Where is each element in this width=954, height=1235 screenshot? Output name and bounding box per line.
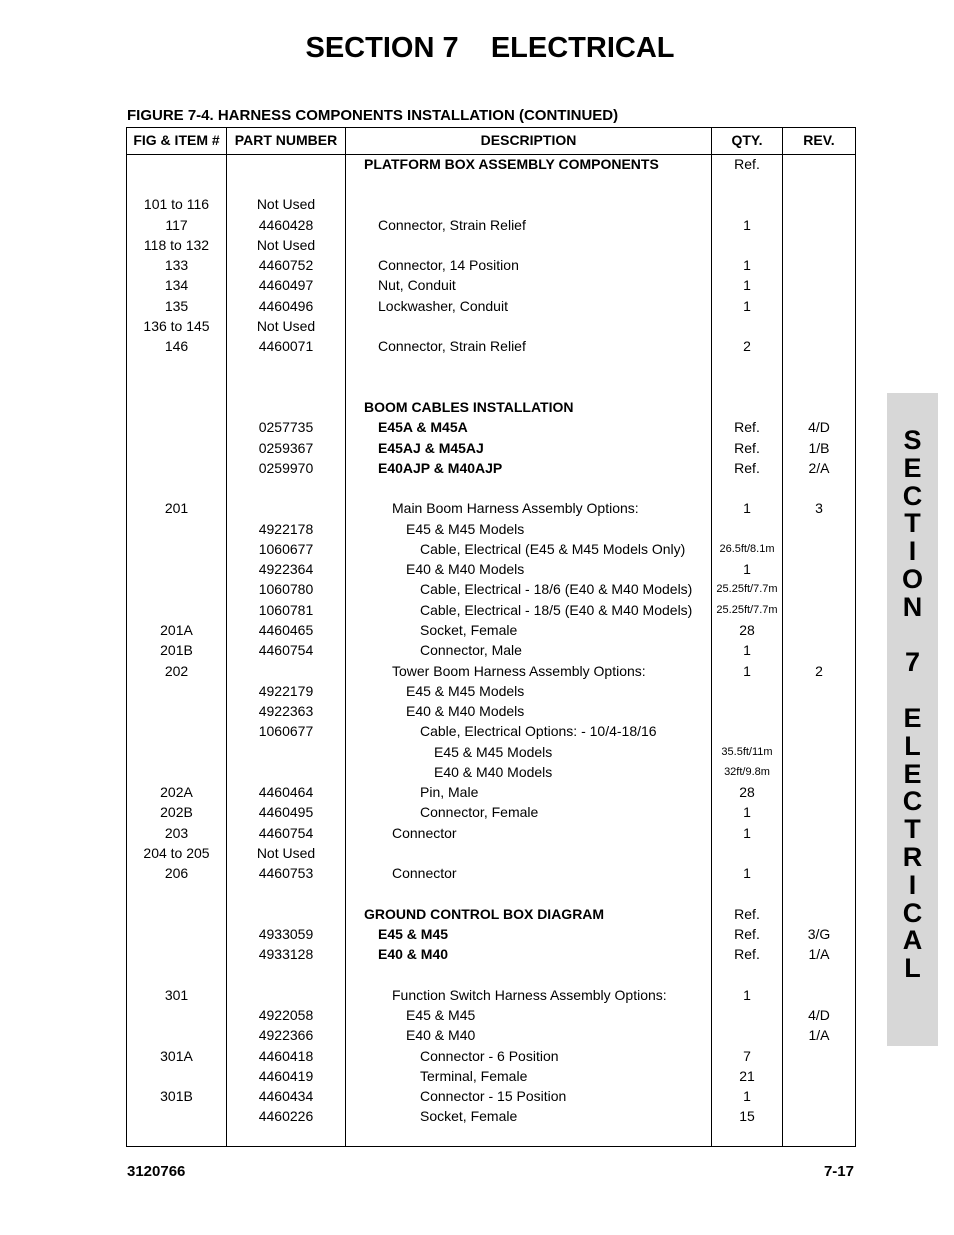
fig-item-cell: 203	[164, 825, 189, 841]
figure-caption: FIGURE 7-4. HARNESS COMPONENTS INSTALLATION (CONTINUED)	[127, 107, 619, 124]
description-cell: Connector - 6 Position	[420, 1048, 559, 1064]
description-cell: Connector, Strain Relief	[378, 217, 526, 233]
qty-cell: 35.5ft/11m	[721, 746, 773, 758]
description-cell: GROUND CONTROL BOX DIAGRAM	[364, 906, 605, 922]
part-number-cell: Not Used	[256, 196, 316, 212]
page-number: 7-17	[823, 1163, 854, 1180]
side-tab-letter: 7	[904, 647, 921, 678]
side-tab-letter: T	[904, 814, 921, 845]
part-number-cell: 4460465	[258, 622, 314, 638]
part-number-cell: 4460753	[258, 865, 314, 881]
description-cell: E45A & M45A	[378, 419, 468, 435]
header-divider	[127, 154, 855, 155]
table-row	[127, 663, 855, 683]
fig-item-cell: 206	[164, 865, 189, 881]
table-row	[127, 521, 855, 541]
side-tab-letter: L	[904, 953, 921, 984]
qty-cell: 28	[739, 784, 755, 800]
qty-cell: 2	[743, 338, 751, 354]
description-cell: Pin, Male	[420, 784, 479, 800]
description-cell: Nut, Conduit	[378, 277, 456, 293]
qty-cell: Ref.	[734, 946, 760, 962]
qty-cell: 26.5ft/8.1m	[719, 543, 775, 555]
description-cell: Cable, Electrical - 18/5 (E40 & M40 Models)	[420, 602, 693, 618]
fig-item-cell: 136 to 145	[143, 318, 210, 334]
description-cell: Connector	[392, 865, 457, 881]
side-tab-letter: N	[902, 591, 923, 622]
table-row	[127, 906, 855, 926]
table-row	[127, 744, 855, 764]
table-row	[127, 541, 855, 561]
table-row	[127, 703, 855, 723]
part-number-cell: 0259367	[258, 440, 314, 456]
fig-item-cell: 301	[164, 987, 189, 1003]
part-number-cell: Not Used	[256, 237, 316, 253]
side-tab-letters	[887, 427, 938, 983]
table-row	[127, 1088, 855, 1108]
description-cell: E40 & M40	[406, 1027, 476, 1043]
part-number-cell: 4922058	[258, 1007, 314, 1023]
fig-item-cell: 202B	[160, 804, 193, 820]
description-cell: E45 & M45 Models	[406, 683, 525, 699]
part-number-cell: Not Used	[256, 845, 316, 861]
rev-cell: 3	[815, 500, 823, 516]
part-number-cell: 4933059	[258, 926, 314, 942]
side-tab-letter: R	[902, 841, 923, 872]
description-cell: PLATFORM BOX ASSEMBLY COMPONENTS	[364, 156, 659, 172]
qty-cell: 1	[743, 1088, 751, 1104]
table-row	[127, 196, 855, 216]
description-cell: E40 & M40	[378, 946, 449, 962]
part-number-cell: 4922366	[258, 1027, 314, 1043]
qty-cell: 1	[743, 865, 751, 881]
table-row	[127, 318, 855, 338]
table-row	[127, 561, 855, 581]
side-tab-letter: T	[904, 508, 921, 539]
fig-item-cell: 135	[164, 298, 189, 314]
qty-cell: 15	[739, 1108, 755, 1124]
qty-cell: 1	[743, 277, 751, 293]
side-tab-letter: C	[902, 786, 923, 817]
qty-cell: 1	[743, 642, 751, 658]
qty-cell: 1	[743, 217, 751, 233]
qty-cell: Ref.	[734, 460, 760, 476]
fig-item-cell: 201B	[160, 642, 193, 658]
qty-cell: 1	[743, 298, 751, 314]
side-tab-letter: L	[904, 730, 921, 761]
table-row	[127, 1068, 855, 1088]
rev-cell: 2/A	[808, 460, 830, 476]
side-tab-letter: C	[902, 897, 923, 928]
part-number-cell: 4460434	[258, 1088, 314, 1104]
description-cell: Main Boom Harness Assembly Options:	[392, 500, 639, 516]
description-cell: E45 & M45 Models	[434, 744, 553, 760]
qty-cell: 7	[743, 1048, 751, 1064]
side-tab-letter: E	[903, 452, 922, 483]
section-side-tab	[887, 393, 938, 1046]
part-number-cell: 1060781	[258, 602, 314, 618]
table-row	[127, 460, 855, 480]
side-tab-letter: E	[903, 702, 922, 733]
qty-cell: Ref.	[734, 156, 760, 172]
fig-item-cell: 117	[165, 217, 188, 233]
description-cell: E40 & M40 Models	[406, 561, 525, 577]
part-number-cell: 4460071	[258, 338, 314, 354]
table-row	[127, 237, 855, 257]
rev-cell: 1/B	[808, 440, 830, 456]
qty-cell: 1	[743, 825, 751, 841]
qty-cell: 1	[743, 257, 751, 273]
qty-cell: 1	[743, 663, 751, 679]
table-row	[127, 946, 855, 966]
table-row	[127, 257, 855, 277]
description-cell: Connector - 15 Position	[420, 1088, 567, 1104]
rev-cell: 3/G	[807, 926, 831, 942]
page-title: SECTION 7 ELECTRICAL	[305, 32, 675, 64]
table-row	[127, 338, 855, 358]
table-row	[127, 845, 855, 865]
description-cell: Connector, Strain Relief	[378, 338, 526, 354]
table-row	[127, 987, 855, 1007]
table-row	[127, 399, 855, 419]
fig-item-cell: 301A	[160, 1048, 193, 1064]
rev-cell: 4/D	[808, 1007, 830, 1023]
fig-item-cell: 204 to 205	[143, 845, 210, 861]
table-row	[127, 602, 855, 622]
qty-cell: Ref.	[734, 440, 760, 456]
qty-cell: 1	[743, 500, 751, 516]
description-cell: BOOM CABLES INSTALLATION	[364, 399, 574, 415]
part-number-cell: 4933128	[258, 946, 314, 962]
part-number-cell: 4922179	[258, 683, 314, 699]
table-row	[127, 723, 855, 743]
side-tab-letter: I	[908, 869, 917, 900]
description-cell: Tower Boom Harness Assembly Options:	[392, 663, 646, 679]
rev-cell: 2	[815, 663, 823, 679]
fig-item-cell: 118 to 132	[143, 237, 210, 253]
side-tab-letter	[887, 677, 938, 705]
table-row	[127, 865, 855, 885]
side-tab-letter: E	[903, 758, 922, 789]
part-number-cell: 1060780	[258, 581, 314, 597]
fig-item-cell: 202A	[160, 784, 193, 800]
table-row	[127, 500, 855, 520]
fig-item-cell: 101 to 116	[143, 196, 210, 212]
fig-item-cell: 134	[164, 277, 189, 293]
table-row	[127, 825, 855, 845]
side-tab-letter: O	[901, 563, 923, 594]
table-row	[127, 217, 855, 237]
part-number-cell: 4460418	[258, 1048, 314, 1064]
part-number-cell: 4922364	[258, 561, 314, 577]
table-row	[127, 440, 855, 460]
description-cell: Terminal, Female	[420, 1068, 528, 1084]
table-row	[127, 764, 855, 784]
part-number-cell: 1060677	[258, 723, 314, 739]
fig-item-cell: 133	[164, 257, 189, 273]
side-tab-letter: C	[902, 480, 923, 511]
rev-cell: 4/D	[808, 419, 830, 435]
table-row	[127, 804, 855, 824]
table-row	[127, 1007, 855, 1027]
fig-item-cell: 201A	[160, 622, 193, 638]
description-cell: Connector	[392, 825, 457, 841]
header-fig-item: FIG & ITEM #	[133, 132, 220, 148]
side-tab-letter: I	[908, 536, 917, 567]
side-tab-letter: A	[902, 925, 923, 956]
description-cell: Cable, Electrical - 18/6 (E40 & M40 Models)	[420, 581, 693, 597]
header-qty: QTY.	[731, 132, 763, 148]
table-row	[127, 784, 855, 804]
qty-cell: 28	[739, 622, 755, 638]
part-number-cell: 1060677	[258, 541, 314, 557]
part-number-cell: 4460464	[258, 784, 314, 800]
description-cell: Connector, 14 Position	[378, 257, 519, 273]
description-cell: Lockwasher, Conduit	[378, 298, 508, 314]
part-number-cell: 0257735	[258, 419, 314, 435]
table-row	[127, 683, 855, 703]
description-cell: Function Switch Harness Assembly Options:	[392, 987, 667, 1003]
qty-cell: 32ft/9.8m	[724, 766, 770, 778]
document-number: 3120766	[127, 1163, 186, 1180]
description-cell: Cable, Electrical Options: - 10/4-18/16	[420, 723, 657, 739]
qty-cell: 25.25ft/7.7m	[716, 583, 778, 595]
qty-cell: 25.25ft/7.7m	[716, 604, 778, 616]
description-cell: E45 & M45 Models	[406, 521, 525, 537]
table-row	[127, 622, 855, 642]
fig-item-cell: 201	[164, 500, 189, 516]
part-number-cell: 4460497	[258, 277, 314, 293]
table-row	[127, 419, 855, 439]
part-number-cell: 4460428	[258, 217, 314, 233]
part-number-cell: 4460754	[258, 642, 314, 658]
part-number-cell: 4460496	[258, 298, 314, 314]
table-row	[127, 156, 855, 176]
header-description: DESCRIPTION	[480, 132, 577, 148]
parts-table	[126, 127, 856, 1147]
description-cell: Socket, Female	[420, 1108, 518, 1124]
table-row	[127, 1108, 855, 1128]
fig-item-cell: 301B	[160, 1088, 193, 1104]
qty-cell: Ref.	[734, 926, 760, 942]
table-row	[127, 926, 855, 946]
side-tab-letter	[887, 622, 938, 650]
description-cell: Connector, Male	[420, 642, 522, 658]
part-number-cell: 0259970	[258, 460, 314, 476]
qty-cell: 21	[739, 1068, 755, 1084]
qty-cell: 1	[743, 804, 751, 820]
description-cell: E40 & M40 Models	[406, 703, 525, 719]
part-number-cell: 4460226	[258, 1108, 314, 1124]
fig-item-cell: 202	[164, 663, 189, 679]
side-tab-letter: S	[903, 425, 922, 455]
description-cell: E45AJ & M45AJ	[378, 440, 484, 456]
table-row	[127, 298, 855, 318]
table-row	[127, 581, 855, 601]
header-part-number: PART NUMBER	[234, 132, 338, 148]
part-number-cell: 4922363	[258, 703, 314, 719]
rev-cell: 1/A	[808, 1027, 830, 1043]
part-number-cell: 4460752	[258, 257, 314, 273]
table-row	[127, 642, 855, 662]
fig-item-cell: 146	[164, 338, 189, 354]
qty-cell: 1	[743, 987, 751, 1003]
description-cell: Cable, Electrical (E45 & M45 Models Only)	[420, 541, 686, 557]
qty-cell: Ref.	[734, 419, 760, 435]
description-cell: E45 & M45	[406, 1007, 476, 1023]
part-number-cell: 4460754	[258, 825, 314, 841]
table-row	[127, 1048, 855, 1068]
part-number-cell: 4922178	[258, 521, 314, 537]
qty-cell: Ref.	[734, 906, 760, 922]
description-cell: E40 & M40 Models	[434, 764, 553, 780]
part-number-cell: Not Used	[256, 318, 316, 334]
qty-cell: 1	[743, 561, 751, 577]
description-cell: E45 & M45	[378, 926, 449, 942]
part-number-cell: 4460495	[258, 804, 314, 820]
description-cell: E40AJP & M40AJP	[378, 460, 503, 476]
description-cell: Socket, Female	[420, 622, 518, 638]
description-cell: Connector, Female	[420, 804, 539, 820]
rev-cell: 1/A	[808, 946, 830, 962]
header-rev: REV.	[803, 132, 835, 148]
part-number-cell: 4460419	[258, 1068, 314, 1084]
table-row	[127, 277, 855, 297]
table-row	[127, 1027, 855, 1047]
